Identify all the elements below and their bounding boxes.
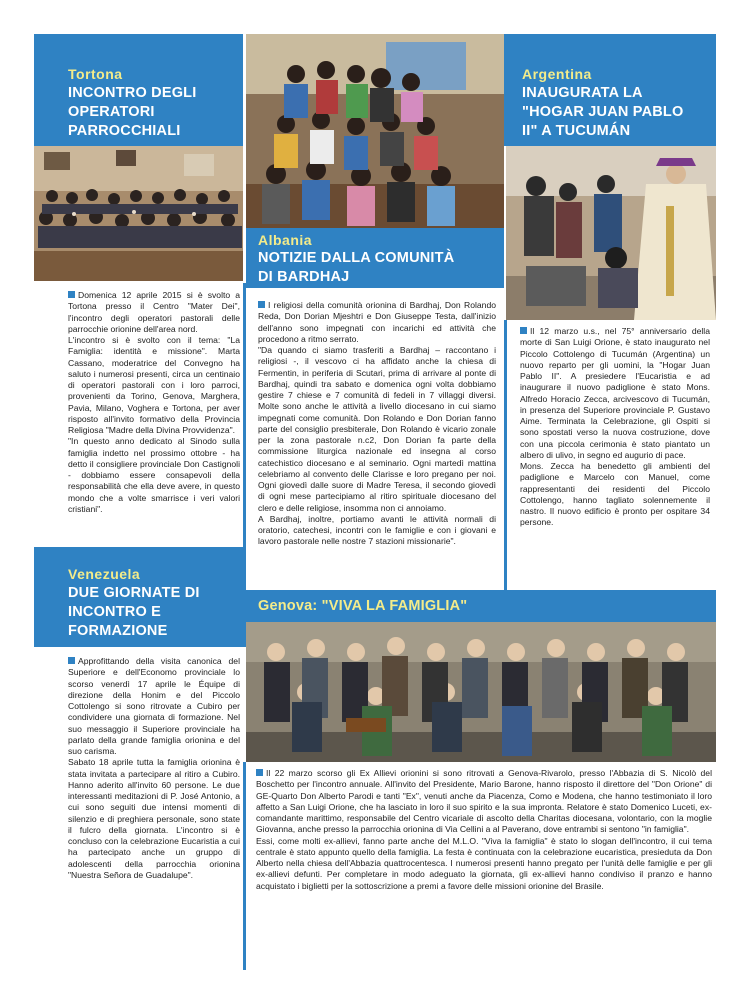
- bullet-square-icon: [520, 327, 527, 334]
- argentina-divider: [504, 320, 507, 590]
- tortona-photo: [34, 146, 243, 281]
- genova-paragraph-2: Essi, come molti ex-allievi, fanno parte anche del M.L.O. "Viva la famiglia" è stato lo slogan dell'incontro, il cui tema centrale è stato appunto quello della famiglia. La festa è continuata con la celebrazione eucaristica, presieduta da Don Alberto nella chiesa dell'Abbazia quattrocentesca. I numerosi presenti hanno pregato per l'unità delle famiglie e per gli ex-allievi defunti. Per completare in modo adeguato la giornata, gli ex-allievi hanno condiviso il pranzo e hanno acquistato i biglietti per la sottoscrizione a premi a favore delle missioni orionine del Brasile.: [256, 835, 712, 891]
- genova-title: Genova: "VIVA LA FAMIGLIA": [258, 598, 468, 614]
- venezuela-location: Venezuela: [68, 566, 141, 582]
- genova-divider: [243, 762, 246, 970]
- tortona-paragraph-2: L'incontro si è svolto con il tema: "La Famiglia: identità e missione". Marta Cassano, moderatrice del Convegno ha saluto i numerosi presenti, circa un centinaio di operatori pastorali con i loro parroci, provenienti da Torino, Genova, Marghera, Pavia, Milano, Voghera e Tortona, per aver risposto all'invito formativo della Provincia Religiosa "Madre della Divina Provvidenza".: [68, 335, 240, 435]
- argentina-title: INAUGURATA LA "HOGAR JUAN PABLO II" A TUCUMÁN: [522, 85, 684, 139]
- venezuela-paragraph-2: Sabato 18 aprile tutta la famiglia orionina è stata invitata a partecipare al ritiro a Cubiro. Hanno aderito all'invito 60 persone. Le due interessanti meditazioni di P. José Antonio, a cui sono seguiti due intensi momenti di silenzio e di preghiera personale, sono state il fulcro della giornata. L'incontro si è concluso con la celebrazione Eucaristia a cui ha partecipato anche un gruppo di adolescenti della parrocchia orionina "Nuestra Señora de Guadalupe".: [68, 757, 240, 880]
- tortona-article: [68, 290, 240, 515]
- genova-paragraph-1: Il 22 marzo scorso gli Ex Allievi orionini si sono ritrovati a Genova-Rivarolo, presso l'Abbazia di S. Nicolò del Boschetto per l'incontro annuale. All'invito del Presidente, Mario Barone, hanno risposto il direttore del "Don Orione" di GE-Quarto Don Alberto Parodi e tanti "Ex", venuti anche da Piacenza, Como e Modena, che hanno testimoniato il loro affetto a San Luigi Orione, che ha lasciato in loro il suo spirito e la sua impronta. Relatore è stato Domenico Luceti, ex-comandante marittimo, responsabile del Centro vicariale di ascolto della Charitas diocesana, volontario, con la moglie Giovanna, anche presso la parrocchia orionina di Via Cellini a al Paverano, dove entrambi si sentono "in famiglia".: [256, 768, 712, 835]
- genova-article: [256, 768, 712, 892]
- argentina-article: [520, 326, 710, 529]
- albania-paragraph-3: A Bardhaj, inoltre, portiamo avanti le attività normali di oratorio, catechesi, incontri con le famiglie e con i giovani e lavoro pastorale nelle nostre 7 stazioni missionarie".: [258, 513, 496, 547]
- venezuela-title: DUE GIORNATE DI INCONTRO E FORMAZIONE: [68, 585, 200, 639]
- tortona-title: INCONTRO DEGLI OPERATORI PARROCCHIALI: [68, 85, 197, 139]
- venezuela-paragraph-1: Approfittando della visita canonica del Superiore e dell'Economo provinciale lo scorso venerdì 17 aprile le Équipe di direzione della Honim e del Piccolo Cottolengo si sono ritrovate a Cubiro per condividere una giornata di formazione. Nel suo messaggio il Superiore provinciale ha parlato della grande famiglia orionina e del suo carisma.: [68, 656, 240, 756]
- argentina-paragraph-2: Mons. Zecca ha benedetto gli ambienti del padiglione e Marcelo con Manuel, come rappresentanti dei residenti del Piccolo Cottolengo, hanno tagliato solennemente il nastro. Il nuovo edificio è pronto per ospitare 34 persone.: [520, 461, 710, 528]
- argentina-paragraph-1: Il 12 marzo u.s., nel 75° anniversario della morte di San Luigi Orione, è stato inaugurato nel Piccolo Cottolengo di Tucumán (Argentina) un nuovo reparto per gli uomini, la "Hogar Juan Pablo II". A presiedere l'Eucaristia e ad inaugurare il nuovo padiglione è stato Mons. Alfredo Horacio Zecca, arcivescovo di Tucumán, in presenza del Superiore provinciale P. Gustavo Aime. Terminata la Celebrazione, gli Ospiti si sono spostati verso la nuova costruzione, dove con una piccola cerimonia è stato piantato un albero di ulivo, in segno ed augurio di pace.: [520, 326, 710, 460]
- tortona-divider: [243, 283, 246, 547]
- genova-photo: [246, 622, 716, 762]
- tortona-paragraph-3: "In questo anno dedicato al Sinodo sulla famiglia indetto nel prossimo ottobre - ha detto il consigliere provinciale Don Castignoli - dobbiamo essere consapevoli della responsabilità che ella deve avere, in questo mondo che a volte smarrisce i veri valori cristiani".: [68, 436, 240, 514]
- albania-location: Albania: [258, 232, 313, 248]
- tortona-location: Tortona: [68, 66, 123, 82]
- bullet-square-icon: [258, 301, 265, 308]
- argentina-photo: [506, 146, 716, 320]
- albania-photo: [246, 34, 504, 228]
- albania-title: NOTIZIE DALLA COMUNITÀ DI BARDHAJ: [258, 250, 455, 285]
- albania-paragraph-2: "Da quando ci siamo trasferiti a Bardhaj – raccontano i religiosi -, il vescovo ci ha affidato anche la chiesa di Fermentin, in periferia di Scutari, prima di arrivare al ponte di Bardhaj, quindi tra sabato e domenica ogni volta dobbiamo gestire 7 chiese e 7 comunità di fedeli in 7 villaggi diversi. Molte sono anche le attività a livello diocesano in cui siamo impegnati come comunità. Don Rolando e Don Dorian fanno parte del consiglio presbiterale, Don Rolando è vicario zonale per la zona pastorale n.c2, Don Dorian fa parte della commissione liturgica nazionale ed insegna al corso catechistico diocesano e al seminario. Ogni martedì mattina celebriamo al convento delle Clarisse e loro pregano per noi. Ogni giovedì dalle suore di Madre Teresa, il secondo giovedì di ogni mese partecipiamo al ritiro spirituale diocesano del clero e delle religiose, insomma non ci annoiamo.: [258, 345, 496, 513]
- tortona-paragraph-1: Domenica 12 aprile 2015 si è svolto a Tortona presso il Centro "Mater Dei", l'incontro degli operatori pastorali delle parrocchie orionine dell'area nord.: [68, 290, 240, 334]
- albania-paragraph-1: I religiosi della comunità orionina di Bardhaj, Don Rolando Reda, Don Dorian Mjeshtri e Don Giuseppe Testa, dall'inizio dell'anno sono impegnati con incarichi ed attività che procedono a ritmo serrato.: [258, 300, 496, 344]
- venezuela-article: [68, 656, 240, 881]
- bullet-square-icon: [68, 657, 75, 664]
- albania-article: [258, 300, 496, 548]
- argentina-location: Argentina: [522, 66, 592, 82]
- bullet-square-icon: [256, 769, 263, 776]
- bullet-square-icon: [68, 291, 75, 298]
